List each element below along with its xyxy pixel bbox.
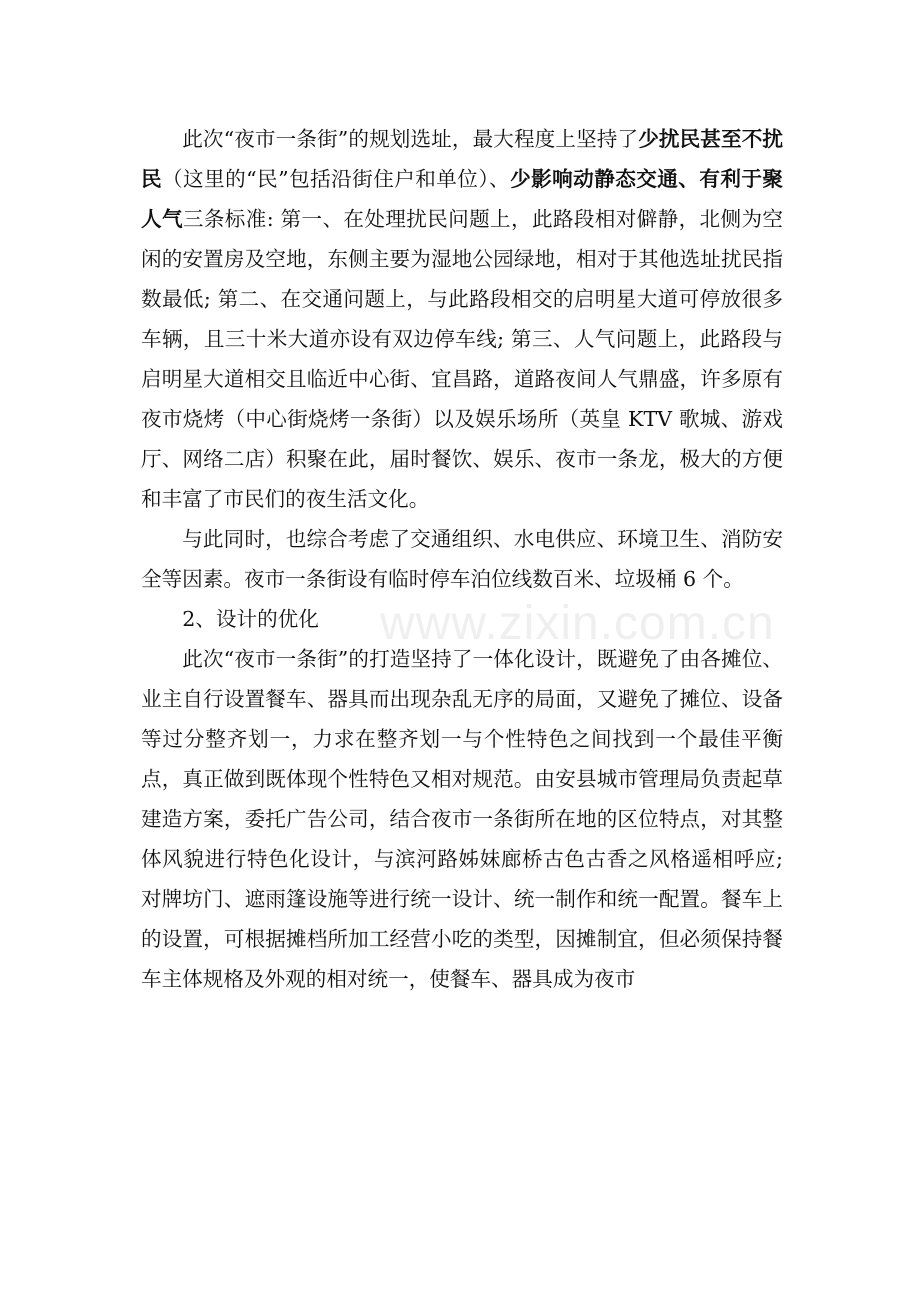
section-heading: 2、设计的优化 xyxy=(182,607,319,631)
paragraph-site-selection xyxy=(141,119,783,519)
para1-bold-1: 少扰民甚至不扰民 xyxy=(141,127,784,191)
para1-text-1: 此次“夜市一条街”的规划选址，最大程度上坚持了 xyxy=(182,127,639,151)
paragraph-considerations: 与此同时，也综合考虑了交通组织、水电供应、环境卫生、消防安全等因素。夜市一条街设有临时停车泊位线数百米、垃圾桶 6 个。 xyxy=(141,527,783,591)
watermark: www.zixin.com.cn xyxy=(380,597,775,650)
paragraph-design-optimization: 此次“夜市一条街”的打造坚持了一体化设计，既避免了由各摊位、业主自行设置餐车、器具而出现杂乱无序的局面，又避免了摊位、设备等过分整齐划一，力求在整齐划一与个性特色之间找到一个最佳平衡点，真正做到既体现个性特色又相对规范。由安县城市管理局负责起草建造方案，委托广告公司，结合夜市一条街所在地的区位特点，对其整体风貌进行特色化设计，与滨河路姊妹廊桥古色古香之风格遥相呼应; 对牌坊门、遮雨篷设施等进行统一设计、统一制作和统一配置。餐车上的设置，可根据摊档所加工经营小吃的类型，因摊制宜，但必须保持餐车主体规格及外观的相对统一，使餐车、器具成为夜市 xyxy=(141,647,783,991)
para1-text-2: （这里的“民”包括沿街住户和单位）、 xyxy=(162,167,511,191)
document-body xyxy=(141,119,783,999)
para1-text-3: 三条标准: 第一、在处理扰民问题上，此路段相对僻静，北侧为空闲的安置房及空地，东侧主要为湿地公园绿地，相对于其他选址扰民指数最低; 第二、在交通问题上，与此路段相交的启明星大道可停放很多车辆，且三十米大道亦设有双边停车线; 第三、人气问题上，此路段与启明星大道相交且临近中心街、宜昌路，道路夜间人气鼎盛，许多原有夜市烧烤（中心街烧烤一条街）以及娱乐场所（英皇 KTV 歌城、游戏厅、网络二店）积聚在此，届时餐饮、娱乐、夜市一条龙，极大的方便和丰富了市民们的夜生活文化。 xyxy=(141,207,784,511)
para1-bold-2: 少影响动静态交通、有利于聚人气 xyxy=(141,167,784,231)
